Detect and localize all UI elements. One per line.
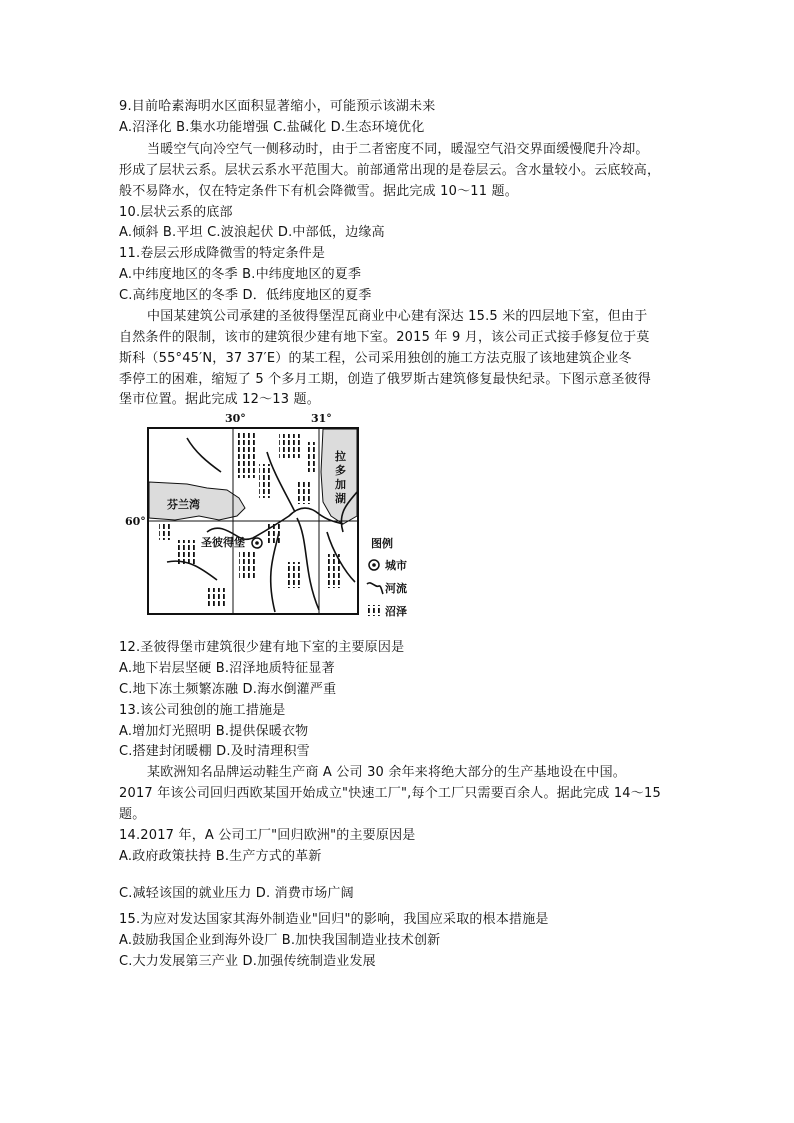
q14-options-1: A.政府政策扶持 B.生产方式的革新 bbox=[119, 849, 322, 864]
passage3-line3: 题。 bbox=[119, 807, 146, 822]
gulf-finland-label: 芬兰湾 bbox=[167, 498, 200, 511]
q15-options-2: C.大力发展第三产业 D.加强传统制造业发展 bbox=[119, 954, 376, 969]
map-legend bbox=[367, 536, 407, 618]
q11-stem: 11.卷层云形成降微雪的特定条件是 bbox=[119, 246, 326, 261]
st-petersburg-location-map bbox=[125, 412, 447, 618]
ladoga-label-3: 加 bbox=[335, 478, 346, 491]
lon-31-label: 31° bbox=[311, 412, 332, 425]
q10-options: A.倾斜 B.平坦 C.波浪起伏 D.中部低，边缘高 bbox=[119, 225, 385, 240]
q13-stem: 13.该公司独创的施工措施是 bbox=[119, 703, 286, 718]
q14-stem: 14.2017 年，A 公司工厂"回归欧洲"的主要原因是 bbox=[119, 828, 416, 843]
passage2-line4: 季停工的困难，缩短了 5 个多月工期，创造了俄罗斯古建筑修复最快纪录。下图示意圣彼得 bbox=[119, 372, 651, 387]
q14-options-2: C.减轻该国的就业压力 D. 消费市场广阔 bbox=[119, 886, 354, 901]
lon-30-label: 30° bbox=[225, 412, 246, 425]
q10-stem: 10.层状云系的底部 bbox=[119, 205, 233, 220]
q13-options-2: C.搭建封闭暖棚 D.及时清理积雪 bbox=[119, 744, 310, 759]
q9-stem: 9.目前哈素海明水区面积显著缩小，可能预示该湖未来 bbox=[119, 99, 436, 114]
q12-options-1: A.地下岩层坚硬 B.沼泽地质特征显著 bbox=[119, 661, 335, 676]
q13-options-1: A.增加灯光照明 B.提供保暖衣物 bbox=[119, 724, 309, 739]
legend-river-icon bbox=[367, 583, 383, 594]
passage1-line2: 形成了层状云系。层状云系水平范围大。前部通常出现的是卷层云。含水量较小。云底较高， bbox=[119, 163, 661, 178]
passage2-line5: 堡市位置。据此完成 12～13 题。 bbox=[119, 392, 320, 407]
q11-options-2: C.高纬度地区的冬季 D．低纬度地区的夏季 bbox=[119, 288, 372, 303]
passage2-line2: 自然条件的限制，该市的建筑很少建有地下室。2015 年 9 月，该公司正式接手修复位于莫 bbox=[119, 330, 650, 345]
lat-60-label: 60° bbox=[125, 515, 146, 528]
q9-options: A.沼泽化 B.集水功能增强 C.盐碱化 D.生态环境优化 bbox=[119, 120, 425, 135]
ladoga-label-2: 多 bbox=[335, 464, 346, 477]
legend-swamp-icon bbox=[367, 605, 383, 616]
city-marker-icon bbox=[252, 538, 262, 548]
q15-stem: 15.为应对发达国家其海外制造业"回归"的影响，我国应采取的根本措施是 bbox=[119, 912, 549, 927]
ladoga-label-4: 湖 bbox=[335, 492, 346, 505]
q12-stem: 12.圣彼得堡市建筑很少建有地下室的主要原因是 bbox=[119, 640, 405, 655]
passage1-line3: 般不易降水，仅在特定条件下有机会降微雪。据此完成 10～11 题。 bbox=[119, 184, 518, 199]
q11-options-1: A.中纬度地区的冬季 B.中纬度地区的夏季 bbox=[119, 267, 362, 282]
ladoga-label-1: 拉 bbox=[335, 450, 346, 463]
passage1-line1: 当暖空气向冷空气一侧移动时，由于二者密度不同，暖湿空气沿交界面缓慢爬升冷却。 bbox=[147, 142, 649, 157]
legend-city-icon bbox=[369, 560, 379, 570]
q15-options-1: A.鼓励我国企业到海外设厂 B.加快我国制造业技术创新 bbox=[119, 933, 441, 948]
legend-city-label: 城市 bbox=[385, 559, 407, 572]
passage2-line3: 斯科（55°45′N，37 37′E）的某工程，公司采用独创的施工方法克服了该地建筑企业冬 bbox=[119, 351, 632, 366]
legend-title: 图例 bbox=[371, 537, 393, 550]
city-label: 圣彼得堡 bbox=[201, 536, 245, 549]
legend-river-label: 河流 bbox=[385, 582, 407, 595]
legend-swamp-label: 沼泽 bbox=[385, 605, 407, 618]
passage3-line1: 某欧洲知名品牌运动鞋生产商 A 公司 30 余年来将绝大部分的生产基地设在中国。 bbox=[147, 765, 626, 780]
passage2-line1: 中国某建筑公司承建的圣彼得堡涅瓦商业中心建有深达 15.5 米的四层地下室，但由于 bbox=[147, 309, 648, 324]
passage3-line2: 2017 年该公司回归西欧某国开始成立"快速工厂",每个工厂只需要百余人。据此完成 14～15 bbox=[119, 786, 661, 801]
q12-options-2: C.地下冻土频繁冻融 D.海水倒灌严重 bbox=[119, 682, 337, 697]
